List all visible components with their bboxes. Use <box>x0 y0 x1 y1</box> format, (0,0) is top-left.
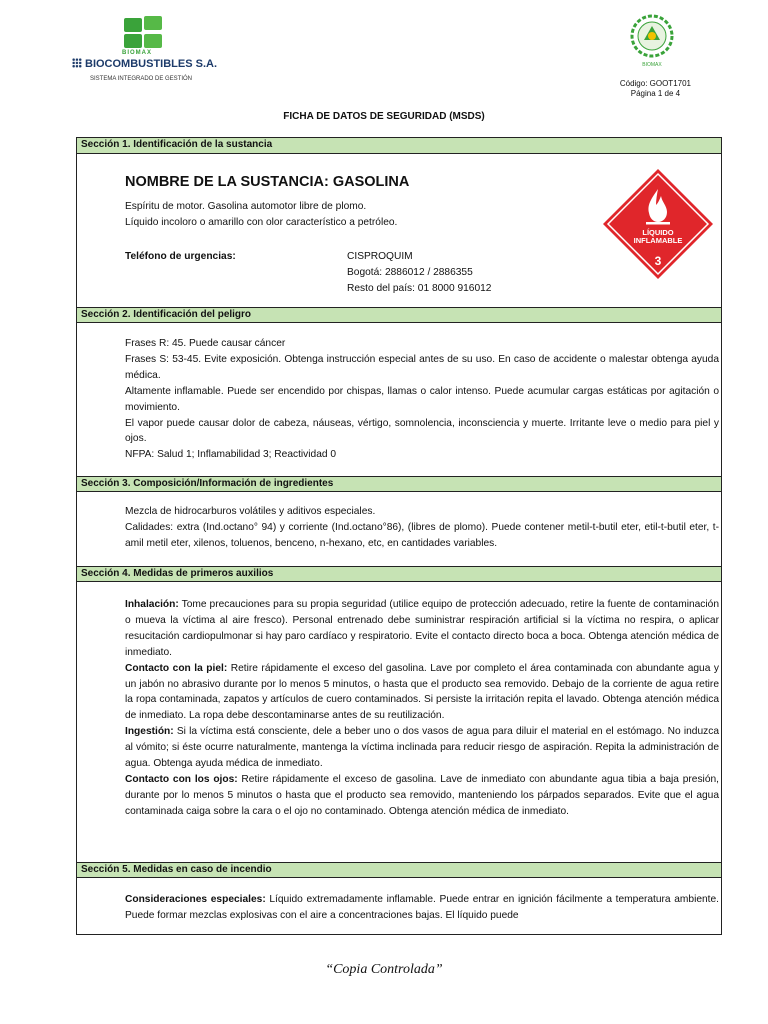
first-aid-ingestion <box>125 724 719 772</box>
skin-contact-text: Retire rápidamente el exceso del gasolina. Lave por completo el área contaminada con abundante agua y un jabón no abrasivo durante por lo menos 5 minutos, o hasta que el producto sea removido. Debajo de la corriente de agua retire la ropa contaminada, zapatos y artículos de cuero contaminados. Si persiste la irritación repita el lavado. Obtenga atención médica de inmediato. La ropa debe descontaminarse antes de su reutilización. <box>125 662 719 722</box>
first-aid-eyes <box>125 772 719 820</box>
msds-table <box>76 137 722 935</box>
substance-title: NOMBRE DE LA SUSTANCIA: GASOLINA <box>125 174 410 190</box>
eye-contact-label: Contacto con los ojos: <box>125 773 238 785</box>
biocombustibles-logo <box>72 16 232 92</box>
phone-line: Resto del país: 01 8000 916012 <box>347 282 492 294</box>
ingestion-label: Ingestión: <box>125 726 174 738</box>
first-aid-skin <box>125 661 719 725</box>
section-3-body <box>125 504 719 552</box>
section-4-body <box>125 597 719 820</box>
hazard-paragraph: NFPA: Salud 1; Inflamabilidad 3; Reactividad 0 <box>125 449 337 461</box>
controlled-copy-footer: “Copia Controlada” <box>325 962 443 977</box>
document-code-block <box>620 79 691 99</box>
inhalation-text: Tome precauciones para su propia seguridad (utilice equipo de protección adecuado, retire la fuente de contaminación o mueva la víctima al aire fresco). Personal entrenado debe suministrar respiración artificial si la víctima no respira, o aplicar resucitación cardiopulmonar si hay paro cardíaco y respiratorio. Evite el contacto directo boca a boca. Obtenga atención médica de inmediato. <box>125 599 719 658</box>
hazard-paragraph: Frases R: 45. Puede causar cáncer <box>125 338 286 349</box>
section-1-description <box>125 199 545 231</box>
page-number: Página 1 de 4 <box>630 89 681 98</box>
placard-text-2: INFLAMABLE <box>633 236 683 245</box>
composition-paragraph: Calidades: extra (Ind.octano° 94) y corriente (Ind.octano°86), (libres de plomo). Puede contener metil-t-butil eter, etil-t-butil eter, t-amil metil eter, xilenos, toluenos, benceno, n-hexano, etc, en cantidades variables. <box>125 521 719 549</box>
phone-line: CISPROQUIM <box>347 251 413 262</box>
skin-contact-label: Contacto con la piel: <box>125 662 228 674</box>
phone-label: Teléfono de urgencias: <box>125 251 236 262</box>
section-5-heading: Sección 5. Medidas en caso de incendio <box>77 862 721 878</box>
company-name <box>72 58 217 70</box>
biomax-logo-icon <box>120 16 162 50</box>
placard-text-1: LÍQUIDO <box>642 228 674 237</box>
composition-paragraph: Mezcla de hidrocarburos volátiles y aditivos especiales. <box>125 506 376 517</box>
section-2-heading: Sección 2. Identificación del peligro <box>77 307 721 323</box>
company-name-text: BIOCOMBUSTIBLES S.A. <box>85 58 218 70</box>
fire-considerations-text: Líquido extremadamente inflamable. Puede entrar en ignición fácilmente a temperatura ambiente. Puede formar mezclas explosivas con el aire a concentraciones bajas. El líquido puede <box>125 894 720 921</box>
placard-class-number: 3 <box>654 254 662 268</box>
section-5-body <box>125 892 719 924</box>
biomax-label: BIOMAX <box>122 50 152 56</box>
ingestion-text: Si la víctima está consciente, dele a beber uno o dos vasos de agua para diluir el material en el estómago. No induzca al vómito; si éste ocurre naturalmente, mantenga la víctima inclinada para reducir riesgo de aspiración. Repita la administración de agua. Obtenga ayuda médica de inmediato. <box>125 726 719 770</box>
hazard-paragraph: Frases S: 53-45. Evite exposición. Obtenga instrucción especial antes de su uso. En caso de accidente o malestar obtenga ayuda médica. <box>125 353 719 381</box>
section-3-heading: Sección 3. Composición/Información de ingredientes <box>77 476 721 492</box>
document-title: FICHA DE DATOS DE SEGURIDAD (MSDS) <box>283 111 485 122</box>
phone-details <box>347 249 587 297</box>
description-line: Líquido incoloro o amarillo con olor característico a petróleo. <box>125 216 398 228</box>
dots-icon <box>72 58 82 68</box>
section-1-heading: Sección 1. Identificación de la sustancia <box>77 138 721 154</box>
phone-line: Bogotá: 2886012 / 2886355 <box>347 266 473 278</box>
hazard-paragraph: Altamente inflamable. Puede ser encendido por chispas, llamas o calor intenso. Puede acumular cargas estáticas por agitación o movimiento. <box>125 385 719 413</box>
system-label: SISTEMA INTEGRADO DE GESTIÓN <box>90 76 193 82</box>
section-2-body <box>125 336 719 463</box>
first-aid-inhalation <box>125 597 719 661</box>
description-line: Espíritu de motor. Gasolina automotor libre de plomo. <box>125 201 367 212</box>
document-code: Código: GOOT1701 <box>619 79 691 88</box>
fire-considerations-label: Consideraciones especiales: <box>125 894 266 905</box>
biomax-seal-logo <box>624 14 680 72</box>
seal-caption: BIOMAX <box>642 62 662 68</box>
inhalation-label: Inhalación: <box>125 599 179 610</box>
flammable-liquid-placard <box>601 167 715 281</box>
section-4-heading: Sección 4. Medidas de primeros auxilios <box>77 566 721 582</box>
eye-contact-text: Retire rápidamente el exceso de gasolina. Lave de inmediato con abundante agua tibia a baja presión, durante por lo menos 5 minutos o hasta que el producto sea removido, manteniendo los párpados separados. Evite que el agua contaminada caiga sobre la cara o el ojo no contaminado. Obtenga atención médica de inmediato. <box>125 773 719 817</box>
hazard-paragraph: El vapor puede causar dolor de cabeza, náuseas, vértigo, somnolencia, inconsciencia y muerte. Irritante leve o medio para piel y ojos. <box>125 417 719 445</box>
fire-considerations <box>125 892 719 924</box>
